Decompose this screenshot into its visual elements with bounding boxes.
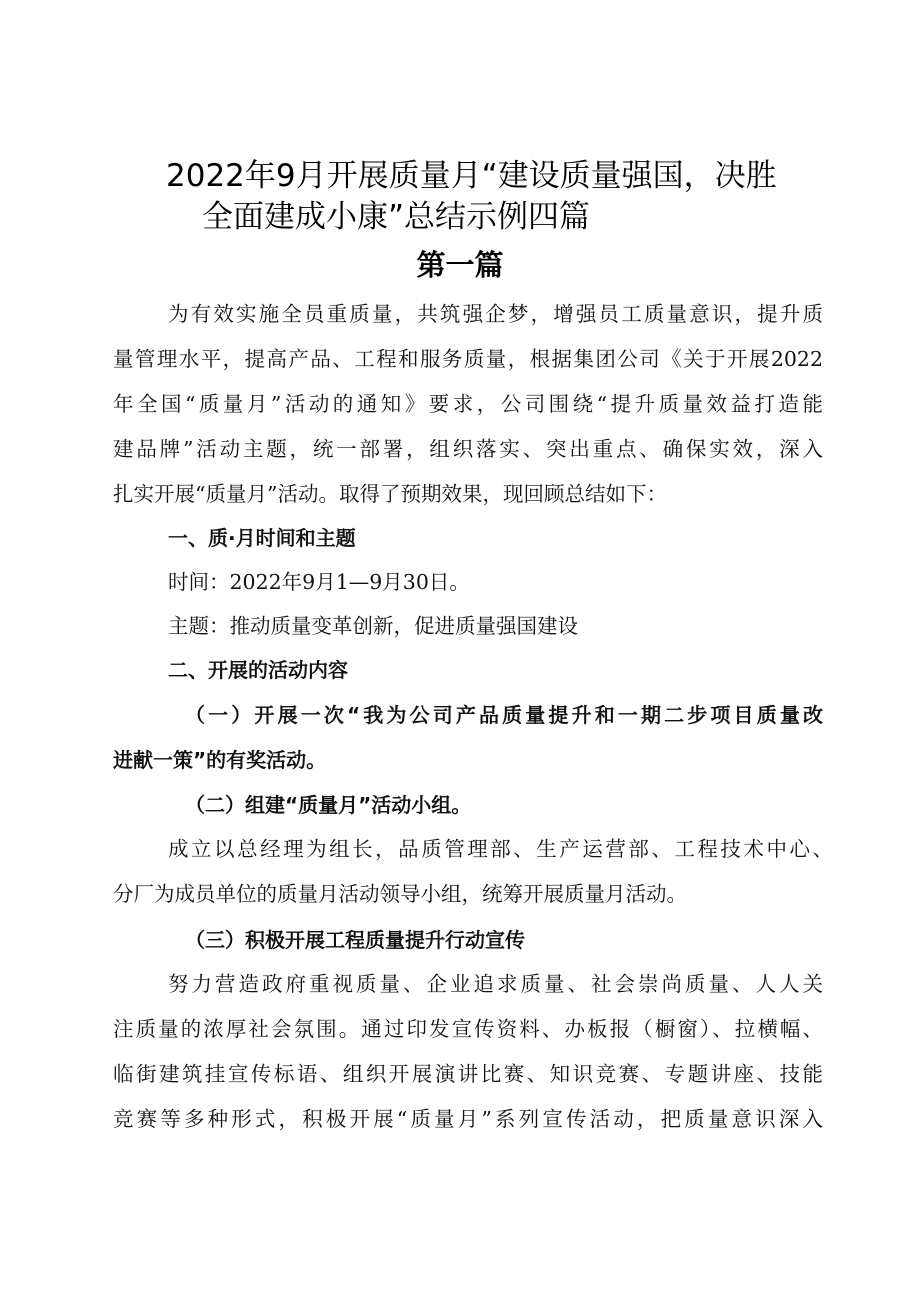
paragraph-line: 竞赛等多种形式，积极开展“质量月”系列宣传活动，把质量意识深入 <box>113 1107 823 1131</box>
paragraph-line: 量管理水平，提高产品、工程和服务质量，根据集团公司《关于开展2022 <box>113 347 823 371</box>
heading-level-2: （三）积极开展工程质量提升行动宣传 <box>185 928 525 952</box>
document-title-line-2: 全面建成小康”总结示例四篇 <box>202 199 591 235</box>
paragraph-line: 建品牌”活动主题，统一部署，组织落实、突出重点、确保实效，深入 <box>113 437 823 461</box>
paragraph-line: 主题：推动质量变革创新，促进质量强国建设 <box>168 614 578 638</box>
paragraph-line: 时间：2022年9月1—9月30日。 <box>168 570 470 594</box>
paragraph-line: 分厂为成员单位的质量月活动领导小组，统筹开展质量月活动。 <box>113 882 687 906</box>
section-heading: 第一篇 <box>416 248 504 282</box>
heading-level-2: 进献一策”的有奖活动。 <box>113 748 327 772</box>
document-title-line-1: 2022年9月开展质量月“建设质量强国，决胜 <box>166 158 777 194</box>
paragraph-line: 年全国“质量月”活动的通知》要求，公司围绕“提升质量效益打造能 <box>113 392 823 416</box>
paragraph-line: 努力营造政府重视质量、企业追求质量、社会崇尚质量、人人关 <box>168 972 823 996</box>
heading-level-1: 二、开展的活动内容 <box>168 658 348 682</box>
heading-level-2: （一）开展一次“我为公司产品质量提升和一期二步项目质量改 <box>185 703 823 727</box>
heading-level-1: 一、质·月时间和主题 <box>168 526 356 550</box>
paragraph-line: 临街建筑挂宣传标语、组织开展演讲比赛、知识竞赛、专题讲座、技能 <box>113 1062 823 1086</box>
paragraph-line: 为有效实施全员重质量，共筑强企梦，增强员工质量意识，提升质 <box>168 302 823 326</box>
paragraph-line: 注质量的浓厚社会氛围。通过印发宣传资料、办板报（橱窗）、拉横幅、 <box>113 1017 823 1041</box>
paragraph-line: 成立以总经理为组长，品质管理部、生产运营部、工程技术中心、 <box>168 837 833 861</box>
heading-level-2: （二）组建“质量月”活动小组。 <box>185 793 472 817</box>
paragraph-line: 扎实开展“质量月”活动。取得了预期效果，现回顾总结如下： <box>113 482 667 506</box>
